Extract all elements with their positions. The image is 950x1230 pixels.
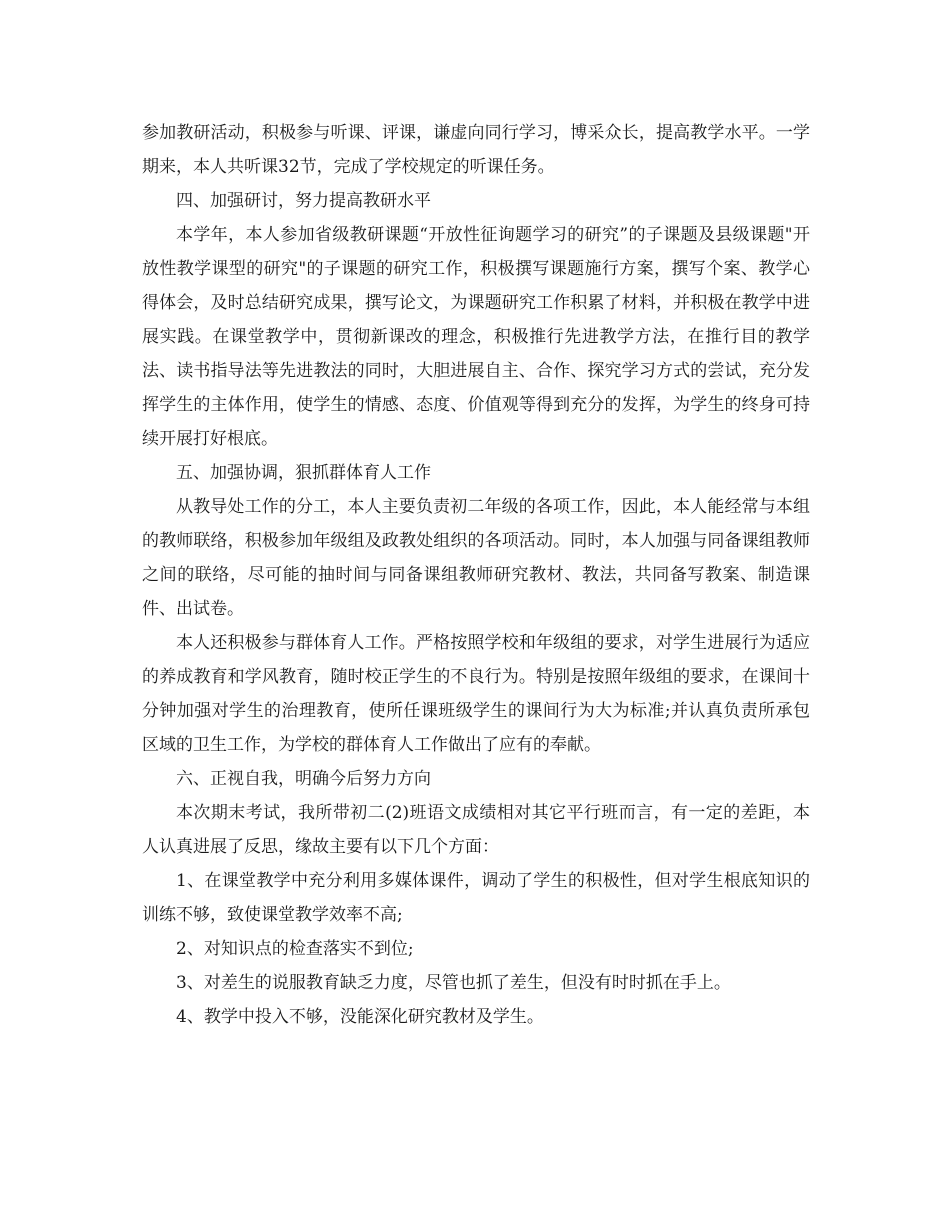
paragraph-listening: 参加教研活动，积极参与听课、评课，谦虚向同行学习，博采众长，提高教学水平。一学期来，本人共听课32节，完成了学校规定的听课任务。 (142, 123, 810, 177)
paragraph-research: 本学年，本人参加省级教研课题“开放性征询题学习的研究”的子课题及县级课题"开放性教学课型的研究"的子课题的研究工作，积极撰写课题施行方案，撰写个案、教学心得体会，及时总结研究成果，撰写论文，为课题研究工作积累了材料，并积极在教学中进展实践。在课堂教学中，贯彻新课改的理念，积极推行先进教学方法，在推行目的教学法、读书指导法等先进教法的同时，大胆进展自主、合作、探究学习方式的尝试，充分发挥学生的主体作用，使学生的情感、态度、价值观等得到充分的发挥，为学生的终身可持续开展打好根底。 (142, 225, 810, 449)
heading-self-reflection: 六、正视自我，明确今后努力方向 (176, 769, 431, 789)
paragraph-group-education: 本人还积极参与群体育人工作。严格按照学校和年级组的要求，对学生进展行为适应的养成教育和学风教育，随时校正学生的不良行为。特别是按照年级组的要求，在课间十分钟加强对学生的治理教育，使所任课班级学生的课间行为大为标准;并认真负责所承包区域的卫生工作，为学校的群体育人工作做出了应有的奉献。 (142, 633, 810, 755)
list-item-4: 4、教学中投入不够，没能深化研究教材及学生。 (176, 1007, 544, 1027)
list-item-1: 1、在课堂教学中充分利用多媒体课件，调动了学生的积极性，但对学生根底知识的训练不够，致使课堂教学效率不高; (142, 871, 810, 925)
heading-coordination: 五、加强协调，狠抓群体育人工作 (176, 463, 431, 483)
list-item-3: 3、对差生的说服教育缺乏力度，尽管也抓了差生，但没有时时抓在手上。 (176, 973, 731, 993)
paragraph-coordination: 从教导处工作的分工，本人主要负责初二年级的各项工作，因此，本人能经常与本组的教师联络，积极参加年级组及政教处组织的各项活动。同时，本人加强与同备课组教师之间的联络，尽可能的抽时间与同备课组教师研究教材、教法，共同备写教案、制造课件、出试卷。 (142, 497, 810, 619)
paragraph-exam-reflection: 本次期末考试，我所带初二(2)班语文成绩相对其它平行班而言，有一定的差距，本人认真进展了反思，缘故主要有以下几个方面： (142, 803, 810, 857)
heading-research: 四、加强研讨，努力提高教研水平 (176, 191, 431, 211)
list-item-2: 2、对知识点的检查落实不到位; (176, 939, 414, 959)
